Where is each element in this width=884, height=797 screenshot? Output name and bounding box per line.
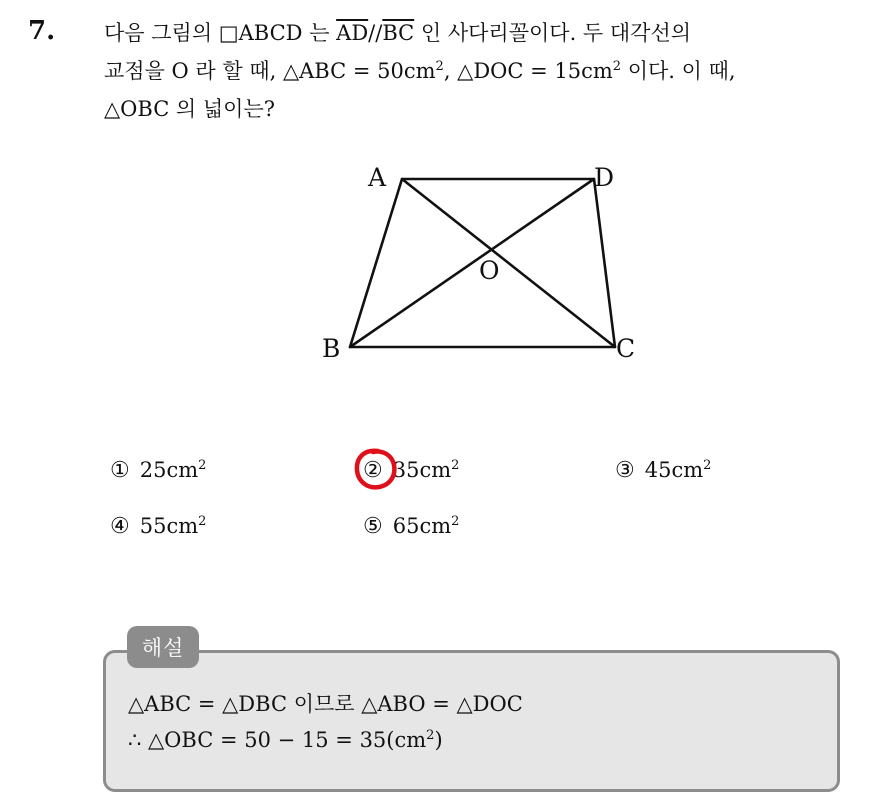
choice-value: $55cm^2$ [139,514,207,538]
vertex-label-c: C [616,334,636,363]
vertex-label-b: B [322,334,341,363]
vertex-label-d: D [594,163,615,192]
vertex-label-a: A [368,163,387,192]
choice-number: ② [363,458,383,483]
diagonal-ac [402,179,615,347]
choice-number: ③ [615,458,635,483]
choice-value: $35cm^2$ [392,458,460,482]
choice-4[interactable] [110,514,206,539]
solution-tag: 해설 [127,626,199,668]
answer-circle-mark [352,446,400,492]
trapezoid-figure [310,150,650,380]
choice-value: $45cm^2$ [644,458,712,482]
question-text [104,14,864,128]
solution-box [103,650,840,792]
choice-5[interactable] [363,514,459,539]
question-number: 7. [28,16,56,46]
choice-1[interactable] [110,458,206,483]
choice-number: ④ [110,514,130,539]
segment-ad: $\overline{AD}$ [336,21,369,45]
intersection-label-o: O [479,256,500,285]
question-line-2: 교점을 O 라 할 때, △ABC = $50cm^2$, △DOC = $15cm^2$ 이다. 이 때, [104,59,736,83]
question-line-1: 다음 그림의 □ABCD 는 $\overline{AD}//\overline{BC}$ 인 사다리꼴이다. 두 대각선의 [104,21,692,45]
choice-value: $65cm^2$ [392,514,460,538]
question-line-3: △OBC 의 넓이는? [104,97,276,121]
solution-line-1: △ABC = △DBC 이므로 △ABO = △DOC [128,692,523,716]
diagonal-bd [350,179,594,347]
segment-bc: $\overline{BC}$ [382,21,415,45]
solution-line-2: ∴ △OBC = $50 - 15 = 35(cm^2)$ [128,728,443,752]
choice-number: ⑤ [363,514,383,539]
choice-value: $25cm^2$ [139,458,207,482]
choice-3[interactable] [615,458,711,483]
choice-number: ① [110,458,130,483]
